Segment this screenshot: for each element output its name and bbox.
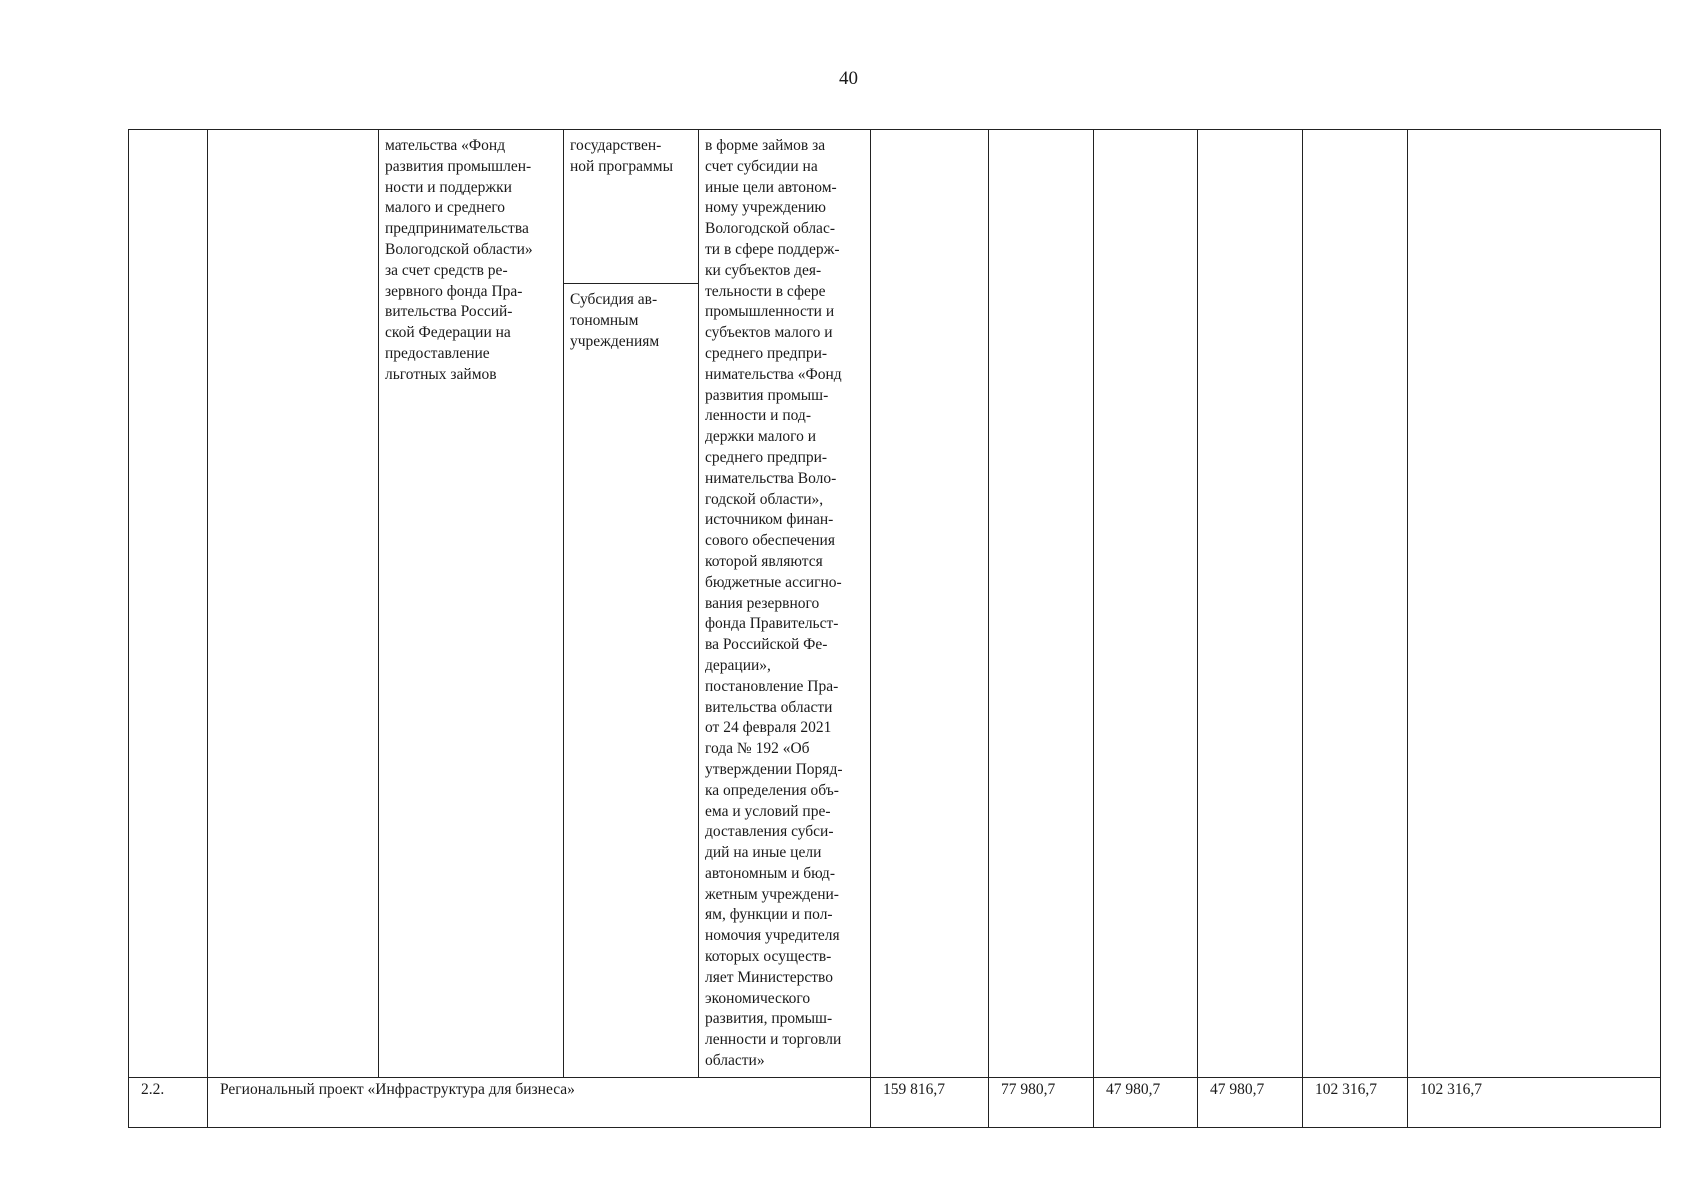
project-value-4: 47 980,7 (1198, 1078, 1303, 1128)
project-number: 2.2. (129, 1078, 208, 1128)
table-row-project (129, 1078, 1661, 1128)
project-value-1: 159 816,7 (871, 1078, 989, 1128)
table-cell-value (1198, 130, 1303, 1078)
table-cell-value (1094, 130, 1198, 1078)
type-lower-cell (564, 284, 698, 352)
table-cell-value (989, 130, 1094, 1078)
table-row (129, 130, 1661, 1078)
table-cell-name (208, 130, 379, 1078)
project-value-6: 102 316,7 (1408, 1078, 1661, 1128)
type-upper-cell (564, 130, 698, 284)
table-cell-value (871, 130, 989, 1078)
budget-table (128, 129, 1661, 1128)
project-value-2: 77 980,7 (989, 1078, 1094, 1128)
table-cell-number (129, 130, 208, 1078)
basis-text: в форме займов за счет субсидии на иные цели автоном- ному учреждению Вологодской облас- ти в сфере поддерж- ки субъектов дея- тельности в сфере промышленности и субъектов малого и среднего предпри- нимательства «Фонд развития промыш- ленности и под- держки малого и среднего предпри- нимательства Воло- годской области», источником финан- сового обеспечения которой являются бюджетные ассигно- вания резервного фонда Правительст- ва Российской Фе- дерации», постановление Пра- вительства области от 24 февраля 2021 года № 192 «Об утверждении Поряд- ка определения объ- ема и условий пре- доставления субси- дий на иные цели автономным и бюд- жетным учреждени- ям, функции и пол- номочия учредителя которых осуществ- ляет Министерство экономического развития, промыш- ленности и торговли области» (705, 137, 843, 1070)
type-upper-text: государствен- ной программы (570, 137, 674, 175)
project-value-3: 47 980,7 (1094, 1078, 1198, 1128)
project-name: Региональный проект «Инфраструктура для бизнеса» (208, 1078, 871, 1128)
table-cell-value (1303, 130, 1408, 1078)
table-cell-type (564, 130, 699, 1078)
table-cell-value (1408, 130, 1661, 1078)
table-cell-basis (699, 130, 871, 1078)
project-value-5: 102 316,7 (1303, 1078, 1408, 1128)
description-text: мательства «Фонд развития промышлен- ности и поддержки малого и среднего предпринимательства Вологодской области» за счет средств ре- зервного фонда Пра- вительства Россий- ской Федерации на предоставление льготных займов (385, 137, 533, 383)
page-number: 40 (839, 68, 858, 89)
type-lower-text: Субсидия ав- тономным учреждениям (570, 291, 660, 350)
table-cell-description (379, 130, 564, 1078)
